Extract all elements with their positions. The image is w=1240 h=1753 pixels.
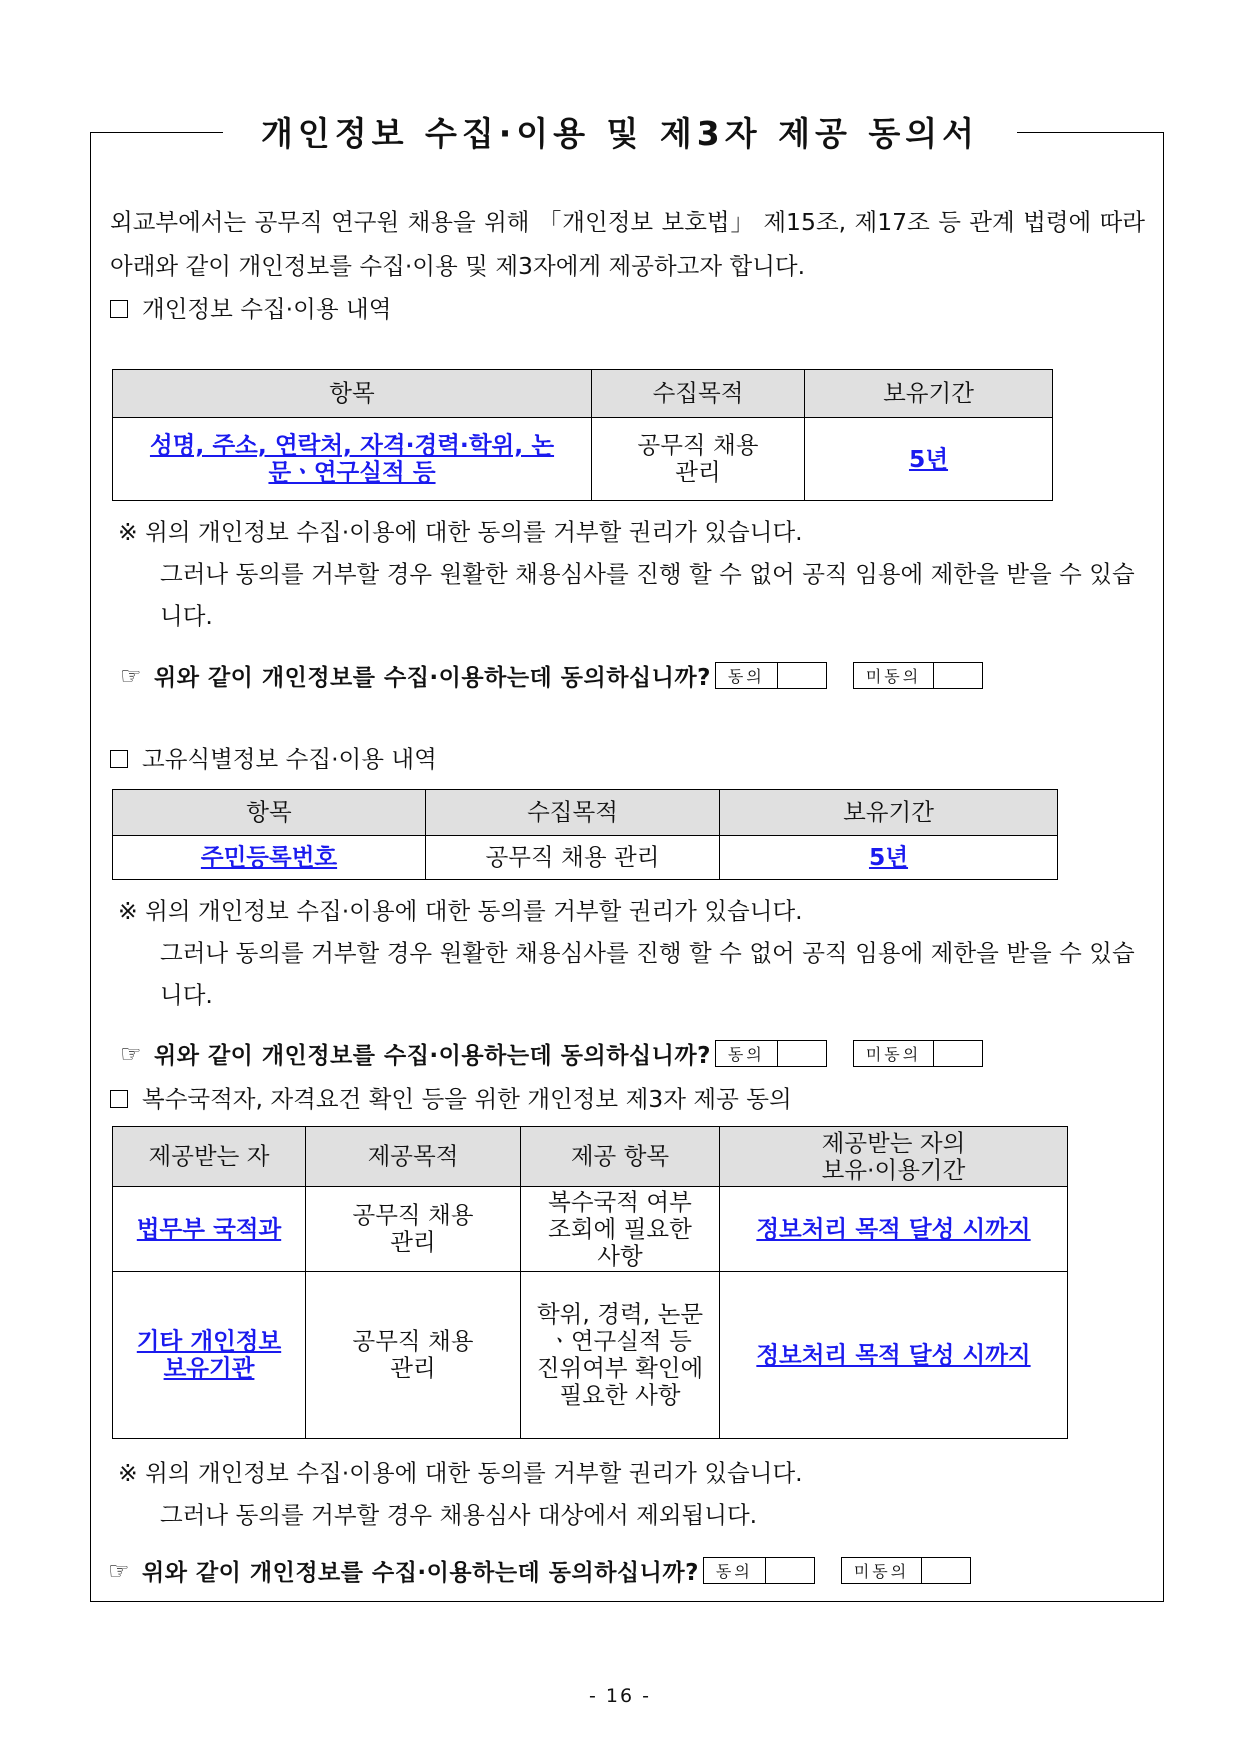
disagree-checkbox[interactable]: 미동의 <box>841 1557 971 1584</box>
table-cell-period: 5년 <box>805 418 1053 501</box>
section1-consent-question: ☞ 위와 같이 개인정보를 수집·이용하는데 동의하십니까? 동의 미동의 <box>120 659 983 692</box>
table-header: 제공목적 <box>306 1127 521 1187</box>
table-cell-recipient: 기타 개인정보 보유기관 <box>113 1272 306 1439</box>
table-header: 보유기간 <box>805 370 1053 418</box>
pointing-hand-icon: ☞ <box>108 1556 131 1585</box>
agree-checkbox[interactable]: 동의 <box>715 662 827 689</box>
pointing-hand-icon: ☞ <box>120 1039 143 1068</box>
section2-table <box>112 789 1058 880</box>
table-cell-purpose: 공무직 채용 관리 <box>306 1272 521 1439</box>
table-cell-item: 성명, 주소, 연락처, 자격·경력·학위, 논문ㆍ연구실적 등 <box>113 418 592 501</box>
table-cell-period: 정보처리 목적 달성 시까지 <box>720 1187 1068 1272</box>
page-title: 개인정보 수집·이용 및 제3자 제공 동의서 <box>0 108 1240 155</box>
section3-table <box>112 1126 1068 1439</box>
table-header: 항목 <box>113 790 426 836</box>
table-cell-purpose: 공무직 채용 관리 <box>592 418 805 501</box>
table-header: 수집목적 <box>592 370 805 418</box>
page-number: - 16 - <box>589 1685 651 1707</box>
table-cell-recipient: 법무부 국적과 <box>113 1187 306 1272</box>
section3-heading: 복수국적자, 자격요건 확인 등을 위한 개인정보 제3자 제공 동의 <box>110 1080 792 1114</box>
section2-consent-question: ☞ 위와 같이 개인정보를 수집·이용하는데 동의하십니까? 동의 미동의 <box>120 1037 983 1070</box>
section1-table <box>112 369 1053 501</box>
checkbox-square-icon <box>110 750 128 768</box>
disagree-checkbox[interactable]: 미동의 <box>853 662 983 689</box>
intro-paragraph: 외교부에서는 공무직 연구원 채용을 위해 「개인정보 보호법」 제15조, 제17조 등 관계 법령에 따라 아래와 같이 개인정보를 수집·이용 및 제3자에게 제공하고자 합니다. <box>110 208 1145 280</box>
checkbox-square-icon <box>110 300 128 318</box>
table-cell-purpose: 공무직 채용 관리 <box>426 836 720 880</box>
table-cell-period: 5년 <box>720 836 1058 880</box>
pointing-hand-icon: ☞ <box>120 661 143 690</box>
table-header: 보유기간 <box>720 790 1058 836</box>
table-header: 제공 항목 <box>521 1127 720 1187</box>
checkbox-square-icon <box>110 1090 128 1108</box>
table-cell-purpose: 공무직 채용 관리 <box>306 1187 521 1272</box>
section1-note: ※ 위의 개인정보 수집·이용에 대한 동의를 거부할 권리가 있습니다. 그러나 동의를 거부할 경우 원활한 채용심사를 진행 할 수 없어 공직 임용에 제한을 받을 수 있습니다. <box>118 518 1135 630</box>
disagree-checkbox[interactable]: 미동의 <box>853 1040 983 1067</box>
table-header: 제공받는 자의 보유·이용기간 <box>720 1127 1068 1187</box>
section1-heading: 개인정보 수집·이용 내역 <box>110 290 391 324</box>
table-cell-period: 정보처리 목적 달성 시까지 <box>720 1272 1068 1439</box>
table-header: 수집목적 <box>426 790 720 836</box>
table-cell-items: 복수국적 여부 조회에 필요한 사항 <box>521 1187 720 1272</box>
section3-consent-question: ☞ 위와 같이 개인정보를 수집·이용하는데 동의하십니까? 동의 미동의 <box>108 1554 971 1587</box>
section3-note: ※ 위의 개인정보 수집·이용에 대한 동의를 거부할 권리가 있습니다. 그러나 동의를 거부할 경우 채용심사 대상에서 제외됩니다. <box>118 1459 803 1529</box>
table-header: 제공받는 자 <box>113 1127 306 1187</box>
section2-note: ※ 위의 개인정보 수집·이용에 대한 동의를 거부할 권리가 있습니다. 그러나 동의를 거부할 경우 원활한 채용심사를 진행 할 수 없어 공직 임용에 제한을 받을 수 있습니다. <box>118 897 1135 1009</box>
section2-heading: 고유식별정보 수집·이용 내역 <box>110 740 437 774</box>
agree-checkbox[interactable]: 동의 <box>715 1040 827 1067</box>
table-cell-items: 학위, 경력, 논문ㆍ연구실적 등 진위여부 확인에 필요한 사항 <box>521 1272 720 1439</box>
table-header: 항목 <box>113 370 592 418</box>
table-cell-item: 주민등록번호 <box>113 836 426 880</box>
agree-checkbox[interactable]: 동의 <box>703 1557 815 1584</box>
